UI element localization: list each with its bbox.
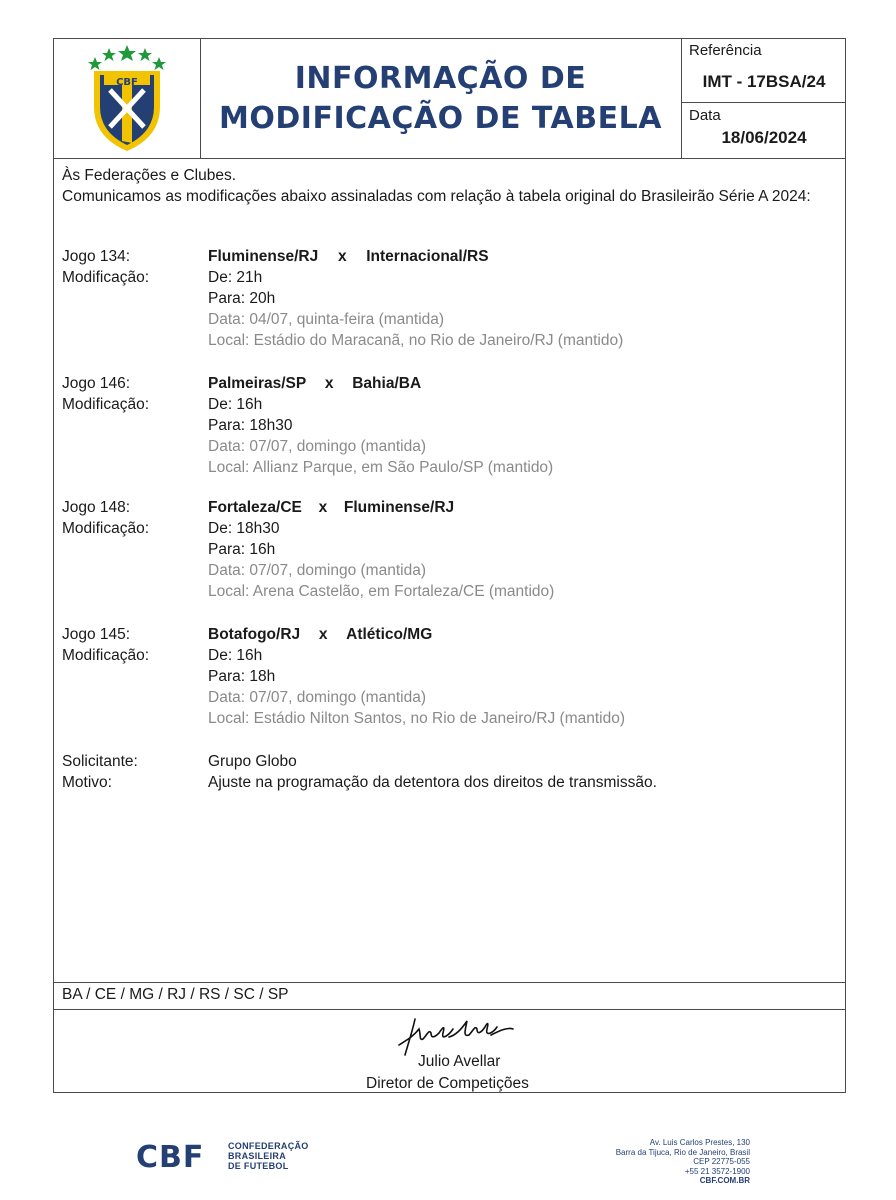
game-label [62, 624, 202, 666]
away-team: Bahia/BA [352, 375, 422, 392]
org-line2: BRASILEIRA [228, 1151, 287, 1161]
request-details [208, 751, 828, 793]
intro-line1: Às Federações e Clubes. [62, 167, 237, 184]
match-teams [208, 373, 828, 394]
match-venue: Local: Arena Castelão, em Fortaleza/CE (mantido) [208, 583, 555, 600]
reference-label: Referência [689, 42, 762, 59]
game-label [62, 246, 202, 288]
versus: x [318, 499, 328, 516]
time-to: Para: 16h [208, 541, 276, 558]
document-header [54, 39, 845, 159]
modification-label: Modificação: [62, 647, 150, 664]
reference-value: IMT - 17BSA/24 [702, 72, 826, 91]
versus: x [324, 375, 334, 392]
intro-line2: Comunicamos as modificações abaixo assinaladas com relação à tabela original do Brasileirão Série A 2024: [62, 188, 811, 205]
game-number: Jogo 134: [62, 248, 131, 265]
match-venue: Local: Estádio Nilton Santos, no Rio de Janeiro/RJ (mantido) [208, 710, 625, 727]
home-team: Palmeiras/SP [208, 375, 307, 392]
game-number: Jogo 146: [62, 375, 131, 392]
request-labels [62, 751, 202, 793]
game-details [208, 246, 828, 351]
signature-area [54, 1009, 845, 1093]
address-line2: Barra da Tijuca, Rio de Janeiro, Brasil [615, 1147, 750, 1157]
org-line3: DE FUTEBOL [228, 1161, 289, 1171]
game-number: Jogo 148: [62, 499, 131, 516]
modification-label: Modificação: [62, 520, 150, 537]
time-to: Para: 20h [208, 290, 276, 307]
match-teams [208, 497, 828, 518]
motivo-value: Ajuste na programação da detentora dos direitos de transmissão. [208, 774, 657, 791]
time-to: Para: 18h [208, 668, 276, 685]
modification-label: Modificação: [62, 269, 150, 286]
home-team: Fortaleza/CE [208, 499, 302, 516]
home-team: Botafogo/RJ [208, 626, 301, 643]
game-label [62, 373, 202, 415]
match-date: Data: 07/07, domingo (mantida) [208, 689, 426, 706]
game-label [62, 497, 202, 539]
phone: +55 21 3572-1900 [684, 1166, 750, 1176]
match-venue: Local: Estádio do Maracanã, no Rio de Janeiro/RJ (mantido) [208, 332, 624, 349]
address-line3: CEP 22775-055 [693, 1157, 750, 1166]
date-label: Data [689, 107, 721, 124]
time-from: De: 16h [208, 396, 263, 413]
game-details [208, 373, 828, 478]
document-title-line1: INFORMAÇÃO DE [294, 60, 587, 96]
game-details [208, 624, 828, 729]
intro-text [62, 165, 811, 207]
versus: x [337, 248, 347, 265]
match-teams [208, 624, 828, 645]
motivo-label: Motivo: [62, 774, 112, 791]
states-list: BA / CE / MG / RJ / RS / SC / SP [62, 986, 289, 1003]
document-sheet [53, 38, 846, 1093]
time-from: De: 16h [208, 647, 263, 664]
solicitante-label: Solicitante: [62, 753, 138, 770]
game-number: Jogo 145: [62, 626, 131, 643]
time-from: De: 21h [208, 269, 263, 286]
home-team: Fluminense/RJ [208, 248, 319, 265]
game-details [208, 497, 828, 602]
signatory-role: Diretor de Competições [366, 1075, 529, 1092]
date-value: 18/06/2024 [721, 128, 807, 147]
crest-text: CBF [116, 77, 138, 88]
signatory-name: Julio Avellar [418, 1053, 501, 1070]
match-date: Data: 07/07, domingo (mantida) [208, 562, 426, 579]
match-date: Data: 04/07, quinta-feira (mantida) [208, 311, 445, 328]
away-team: Atlético/MG [346, 626, 433, 643]
states-row [54, 982, 845, 1010]
org-line1: CONFEDERAÇÃO [228, 1141, 309, 1151]
time-from: De: 18h30 [208, 520, 280, 537]
title-cell [201, 39, 680, 158]
time-to: Para: 18h30 [208, 417, 293, 434]
away-team: Fluminense/RJ [343, 499, 455, 516]
cbf-footer-logo: CBF [136, 1140, 205, 1175]
versus: x [318, 626, 328, 643]
website: CBF.COM.BR [699, 1176, 750, 1185]
footer-address [616, 1138, 750, 1186]
address-line1: Av. Luis Carlos Prestes, 130 [649, 1138, 750, 1147]
cbf-crest-icon [84, 45, 170, 153]
logo-cell [54, 39, 201, 158]
solicitante-value: Grupo Globo [208, 753, 297, 770]
reference-box [682, 39, 846, 103]
cbf-footer-name [228, 1141, 309, 1171]
modification-label: Modificação: [62, 396, 150, 413]
reference-cell [681, 39, 846, 158]
document-title-line2: MODIFICAÇÃO DE TABELA [219, 100, 662, 136]
match-date: Data: 07/07, domingo (mantida) [208, 438, 426, 455]
away-team: Internacional/RS [366, 248, 489, 265]
match-teams [208, 246, 828, 267]
match-venue: Local: Allianz Parque, em São Paulo/SP (mantido) [208, 459, 554, 476]
